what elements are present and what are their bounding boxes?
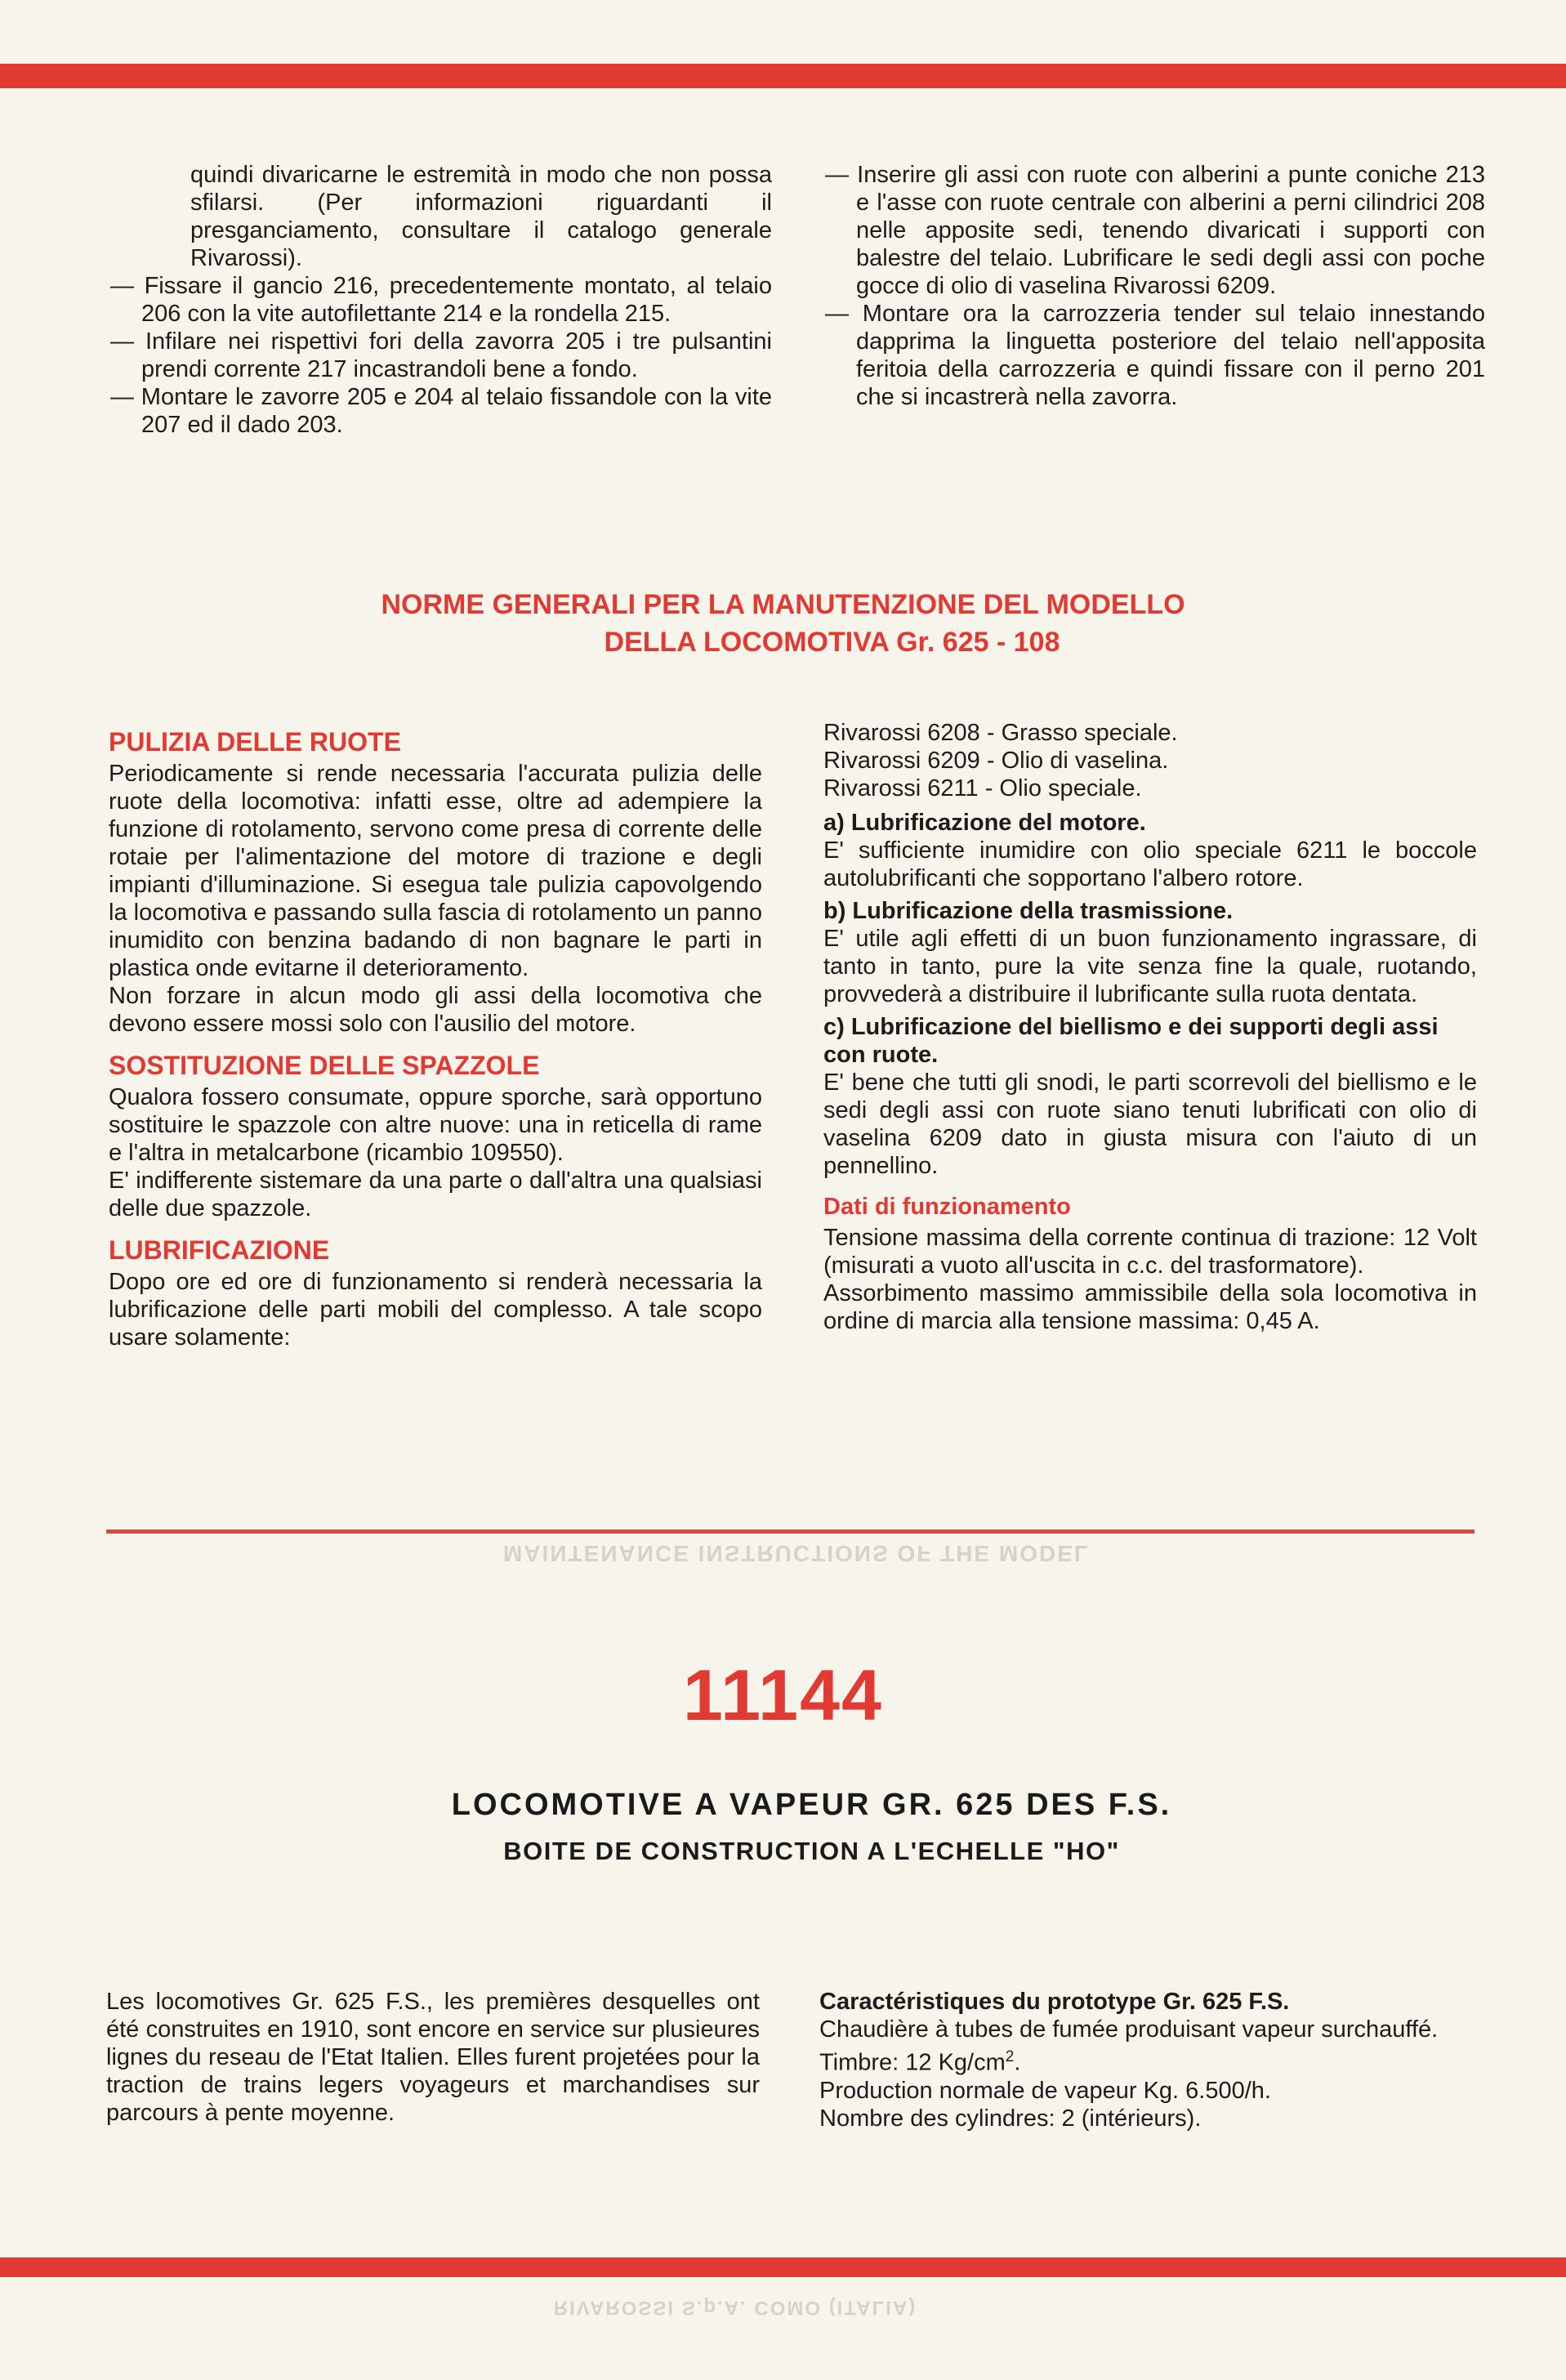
- french-subtitle: BOITE DE CONSTRUCTION A L'ECHELLE "HO": [503, 1837, 1120, 1865]
- continued-text: quindi divaricarne le estremità in modo che non possa sfilarsi. (Per informazioni riguardanti il presganciamento, consultare il catalogo generale Rivarossi).: [190, 162, 772, 271]
- section-title-operating-data: Dati di funzionamento: [823, 1194, 1071, 1220]
- assembly-instructions-right: [825, 161, 1485, 411]
- french-title: LOCOMOTIVE A VAPEUR GR. 625 DES F.S.: [451, 1788, 1172, 1822]
- section-title-lubrication: LUBRIFICAZIONE: [109, 1235, 330, 1265]
- product-line: Rivarossi 6211 - Olio speciale.: [823, 775, 1142, 802]
- catalog-number: 11144: [683, 1654, 883, 1735]
- paragraph: Les locomotives Gr. 625 F.S., les premières desquelles ont été construites en 1910, sont encore en service sur plusieures lignes du reseau de l'Etat Italien. Elles furent projetées pour la traction de trains legers voyageurs et marchandises sur parcours à pente moyenne.: [106, 1989, 760, 2126]
- french-characteristics-column: [819, 1988, 1473, 2132]
- paragraph: Non forzare in alcun modo gli assi della locomotiva che devono essere mossi solo con l'ausilio del motore.: [109, 983, 762, 1037]
- paragraph: Periodicamente si rende necessaria l'accurata pulizia delle ruote della locomotiva: infatti esse, oltre ad adempiere la funzione di rotolamento, servono come presa di corrente delle rotaie per l'alimentazione del motore di trazione e degli impianti d'illuminazione. Si esegua tale pulizia capovolgendo la locomotiva e passando sulla fascia di rotolamento un panno inumidito con benzina badando di non bagnare le parti in plastica onde evitarne il deterioramento.: [109, 761, 762, 981]
- paragraph: Tensione massima della corrente continua di trazione: 12 Volt (misurati a vuoto all'uscita in c.c. del trasformatore).: [823, 1225, 1477, 1279]
- maintenance-left-column: [109, 719, 762, 1351]
- section-title-wheel-cleaning: PULIZIA DELLE RUOTE: [109, 727, 401, 757]
- top-red-band: [0, 64, 1566, 88]
- pressure-exponent: 2: [1005, 2048, 1015, 2065]
- subsection-title-transmission: b) Lubrificazione della trasmissione.: [823, 898, 1234, 924]
- section-divider: [106, 1529, 1475, 1534]
- list-item: — Montare le zavorre 205 e 204 al telaio fissandole con la vite 207 ed il dado 203.: [110, 383, 772, 439]
- maintenance-right-column: [823, 719, 1477, 1335]
- paragraph: Chaudière à tubes de fumée produisant vapeur surchauffé.: [819, 2016, 1439, 2043]
- maintenance-heading-line2: DELLA LOCOMOTIVA Gr. 625 - 108: [604, 627, 1060, 658]
- list-item: — Fissare il gancio 216, precedentemente montato, al telaio 206 con la vite autofilettante 214 e la rondella 215.: [110, 272, 772, 328]
- list-item: — Inserire gli assi con ruote con alberini a punte coniche 213 e l'asse con ruote centrale con alberini a perni cilindrici 208 nelle apposite sedi, tenendo divaricati i supporti con balestre del telaio. Lubrificare le sedi degli assi con poche gocce di olio di vaselina Rivarossi 6209.: [825, 161, 1485, 300]
- maintenance-heading-line1: NORME GENERALI PER LA MANUTENZIONE DEL MODELLO: [381, 589, 1185, 620]
- pressure-text: Timbre: 12 Kg/cm: [819, 2049, 1006, 2076]
- show-through-text: MAINTENANCE INSTRUCTIONS OF THE MODEL: [503, 1541, 1090, 1566]
- assembly-instructions-left: [110, 161, 772, 439]
- show-through-footer: RIVAROSSI S.p.A. COMO (ITALIA): [553, 2297, 917, 2319]
- paragraph: Assorbimento massimo ammissibile della sola locomotiva in ordine di marcia alla tensione massima: 0,45 A.: [823, 1280, 1477, 1334]
- paragraph: Qualora fossero consumate, oppure sporche, sarà opportuno sostituire le spazzole con altre nuove: una in reticella di rame e l'altra in metalcarbone (ricambio 109550).: [109, 1084, 762, 1166]
- bottom-red-band: [0, 2257, 1566, 2277]
- pressure-line: [819, 2043, 1473, 2077]
- list-item: — Infilare nei rispettivi fori della zavorra 205 i tre pulsantini prendi corrente 217 incastrandoli bene a fondo.: [110, 328, 772, 383]
- section-title-brush-replacement: SOSTITUZIONE DELLE SPAZZOLE: [109, 1051, 540, 1080]
- pressure-suffix: .: [1014, 2049, 1021, 2076]
- product-line: Rivarossi 6208 - Grasso speciale.: [823, 720, 1178, 746]
- paragraph: E' indifferente sistemare da una parte o dall'altra una qualsiasi delle due spazzole.: [109, 1168, 762, 1221]
- product-line: Rivarossi 6209 - Olio di vaselina.: [823, 748, 1169, 774]
- paragraph: E' utile agli effetti di un buon funzionamento ingrassare, di tanto in tanto, pure la vite senza fine la quale, ruotando, provvederà a distribuire il lubrificante sulla ruota dentata.: [823, 926, 1477, 1007]
- paragraph: E' sufficiente inumidire con olio speciale 6211 le boccole autolubrificanti che sopportano l'albero rotore.: [823, 837, 1477, 891]
- paragraph: E' bene che tutti gli snodi, le parti scorrevoli del biellismo e le sedi degli assi con ruote siano tenuti lubrificati con olio di vaselina 6209 dato in giusta misura con l'aiuto di un pennellino.: [823, 1069, 1477, 1179]
- french-intro-column: [106, 1988, 760, 2127]
- paragraph: Production normale de vapeur Kg. 6.500/h.: [819, 2077, 1271, 2104]
- subsection-title-rods: c) Lubrificazione del biellismo e dei supporti degli assi con ruote.: [823, 1014, 1439, 1068]
- list-item: — Montare ora la carrozzeria tender sul telaio innestando dapprima la linguetta posteriore del telaio nell'apposita feritoia della carrozzeria e quindi fissare con il perno 201 che si incastrerà nella zavorra.: [825, 300, 1485, 411]
- subsection-title-motor: a) Lubrificazione del motore.: [823, 810, 1146, 836]
- paragraph: Nombre des cylindres: 2 (intérieurs).: [819, 2105, 1202, 2132]
- characteristics-title: Caractéristiques du prototype Gr. 625 F.S.: [819, 1989, 1290, 2015]
- paragraph: Dopo ore ed ore di funzionamento si renderà necessaria la lubrificazione delle parti mobili del complesso. A tale scopo usare solamente:: [109, 1269, 762, 1351]
